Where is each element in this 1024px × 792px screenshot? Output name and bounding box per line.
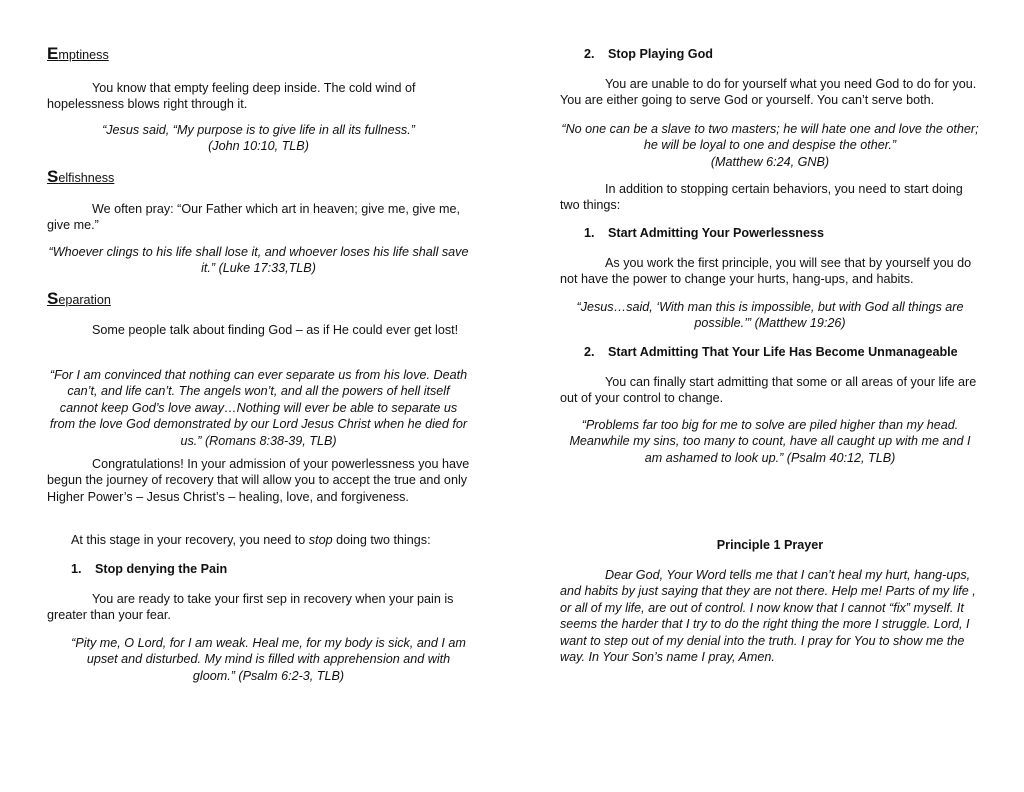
step-title: Stop Playing God [608,47,713,61]
heading-initial: S [47,289,59,308]
stop-playing-god-paragraph: You are unable to do for yourself what you need God to do for you. You are either going to serve God or yourself. You can’t serve both. [560,77,977,108]
stage-text-after: doing two things: [332,533,431,547]
section-heading-selfishness [47,169,470,186]
heading-rest: elfishness [58,171,115,185]
step-heading-start-admitting-unmanageable [560,344,980,360]
selfishness-paragraph: We often pray: “Our Father which art in heaven; give me, give me, give me.” [47,202,460,233]
stop-denying-quote: “Pity me, O Lord, for I am weak. Heal me, for my body is sick, and I am upset and disturbed. My mind is filled with apprehension and with gloom.” (Psalm 6:2-3, TLB) [71,636,466,683]
step-number: 2. [584,47,595,61]
stage-text-before: At this stage in your recovery, you need to [71,533,309,547]
step-title: Start Admitting Your Powerlessness [608,226,825,240]
unmanageable-quote: “Problems far too big for me to solve are piled higher than my head. Meanwhile my sins, too many to count, have all caught up with me and I am ashamed to look up.” (Psalm 40:12, TLB) [569,418,971,465]
emptiness-paragraph: You know that empty feeling deep inside. The cold wind of hopelessness blows right through it. [47,81,416,112]
selfishness-quote: “Whoever clings to his life shall lose it, and whoever loses his life shall save it.” (Luke 17:33,TLB) [48,245,469,276]
step-number: 2. [584,345,595,359]
heading-initial: S [47,167,59,186]
stop-denying-paragraph: You are ready to take your first sep in recovery when your pain is greater than your fear. [47,592,454,623]
prayer-text: Dear God, Your Word tells me that I can’t heal my hurt, hang-ups, and habits by just saying that they are not there. Help me! Parts of my life , or all of my life, are out of control. I now know that I cannot “fix” myself. It seems the harder that I try to do the right thing the more I struggle. Lord, I want to step out of my denial into the truth. I pray for You to show me the way. In Your Son’s name I pray, Amen. [560,568,976,665]
separation-paragraph: Some people talk about finding God – as if He could ever get lost! [92,323,459,337]
stop-playing-god-quote-text: “No one can be a slave to two masters; he will hate one and love the other; he will be loyal to one and despise the other.” [561,122,979,153]
unmanageable-paragraph: You can finally start admitting that some or all areas of your life are out of your control to change. [560,375,977,406]
step-title: Start Admitting That Your Life Has Become Unmanageable [608,345,958,359]
section-heading-separation [47,291,470,308]
emptiness-quote-text: “Jesus said, “My purpose is to give life in all its fullness.” [102,123,415,137]
powerlessness-quote: “Jesus…said, ‘With man this is impossible, but with God all things are possible.’” (Matthew 19:26) [576,300,964,331]
section-heading-emptiness [47,46,470,63]
powerlessness-paragraph: As you work the first principle, you will see that by yourself you do not have the power to change your hurts, hang-ups, and habits. [560,256,972,287]
heading-rest: eparation [58,293,111,307]
congratulations-paragraph: Congratulations! In your admission of your powerlessness you have begun the journey of recovery that will allow you to accept the true and only Higher Power’s – Jesus Christ’s – healing, love, and forgiveness. [47,457,470,504]
stop-playing-god-quote-reference: (Matthew 6:24, GNB) [710,154,830,169]
step-heading-stop-playing-god [560,46,980,62]
emptiness-quote [47,122,470,155]
separation-quote: “For I am convinced that nothing can ever separate us from his love. Death can’t, and life can’t. The angels won’t, and all the powers of hell itself cannot keep God’s love away…Nothing will ever be able to separate us from the love God demonstrated by our Lord Jesus Christ when he died for us.” (Romans 8:38-39, TLB) [49,368,468,448]
step-title: Stop denying the Pain [95,562,228,576]
step-heading-start-admitting-powerlessness [560,225,980,241]
step-number: 1. [584,226,595,240]
stage-emphasis: stop [308,533,333,547]
stage-statement [47,532,470,548]
emptiness-quote-reference: (John 10:10, TLB) [208,139,309,154]
step-heading-stop-denying [47,561,470,577]
heading-rest: mptiness [58,48,109,62]
stop-playing-god-quote [560,121,980,170]
heading-initial: E [47,44,59,63]
addition-paragraph: In addition to stopping certain behaviors, you need to start doing two things: [560,182,963,213]
prayer-title: Principle 1 Prayer [716,538,824,552]
step-number: 1. [71,562,82,576]
